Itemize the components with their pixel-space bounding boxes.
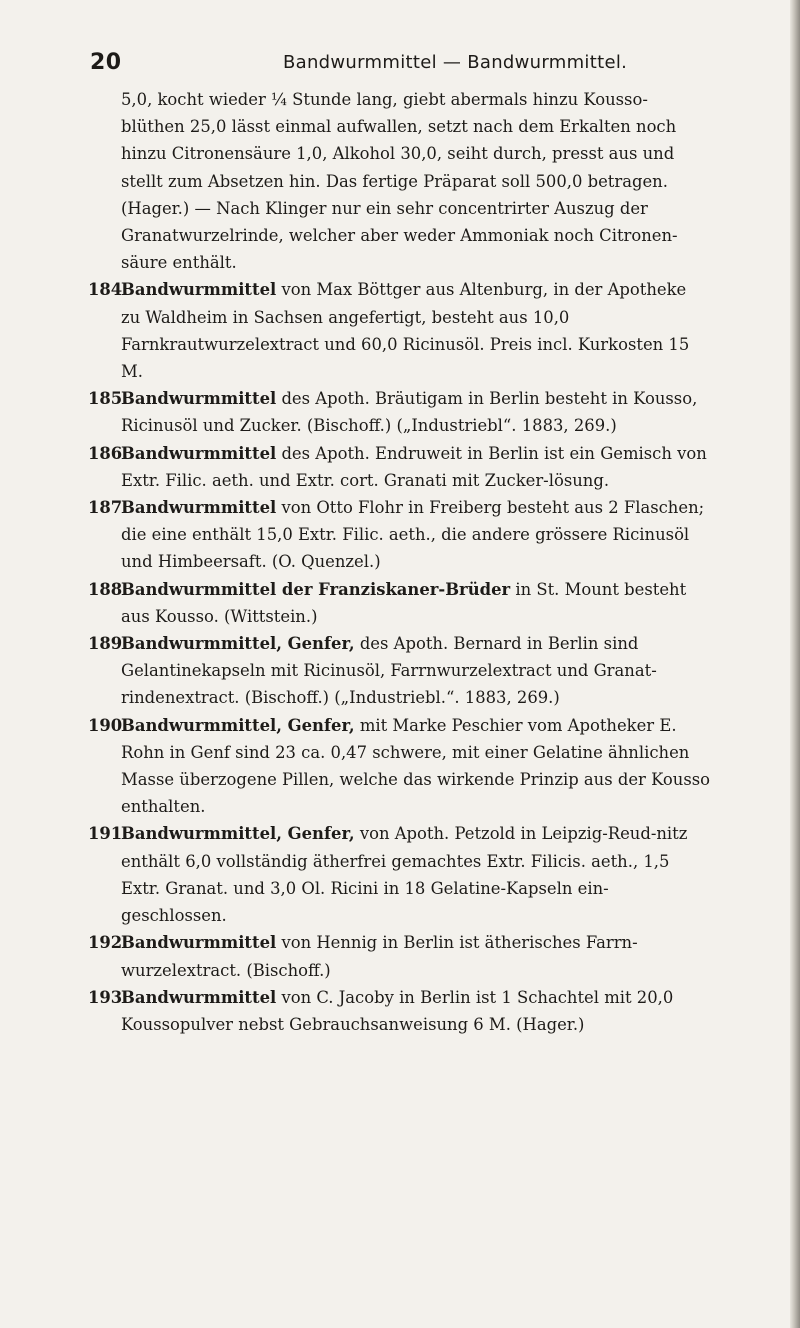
entry-193 [88,984,710,1038]
entry-number: 188. [88,579,128,599]
entry-189 [88,630,710,712]
entry-text: von Max Böttger aus Altenburg, in der Apotheke zu Waldheim in Sachsen angefertigt, besteht aus 10,0 Farnkrautwurzelextract und 60,0 Ricinusöl. Preis incl. Kurkosten 15 M. [121,280,690,382]
entry-text: von C. Jacoby in Berlin ist 1 Schachtel mit 20,0 Koussopulver nebst Gebrauchsanweisung 6 M. (Hager.) [121,987,674,1034]
running-head: Bandwurmmittel — Bandwurmmittel. [283,52,628,73]
entry-number: 184. [88,280,128,300]
entry-text: in St. Mount besteht aus Kousso. (Wittstein.) [121,579,687,626]
entry-title: Bandwurmmittel [121,389,277,409]
entry-text: mit Marke Peschier vom Apotheker E. Rohn in Genf sind 23 ca. 0,47 schwere, mit einer Gelatine ähnlichen Masse überzogene Pillen, welche das wirkende Prinzip aus der Kousso enthalten. [121,715,711,817]
entry-title: Bandwurmmittel [121,933,277,953]
entry-184 [88,276,710,385]
entry-text: von Hennig in Berlin ist ätherisches Farrn-wurzelextract. (Bischoff.) [121,933,638,980]
entry-text: von Otto Flohr in Freiberg besteht aus 2 Flaschen; die eine enthält 15,0 Extr. Filic. aeth., die andere grössere Ricinusöl und Himbeersaft. (O. Quenzel.) [121,498,705,572]
entry-number: 190. [88,715,128,735]
entry-number: 191. [88,824,128,844]
entry-text: des Apoth. Endruweit in Berlin ist ein Gemisch von Extr. Filic. aeth. und Extr. cort. Granati mit Zucker-lösung. [121,443,707,490]
intro-paragraph: 5,0, kocht wieder ¼ Stunde lang, giebt abermals hinzu Kousso-blüthen 25,0 lässt einmal aufwallen, setzt nach dem Erkalten noch hinzu Citronensäure 1,0, Alkohol 30,0, seiht durch, presst aus und stellt zum Absetzen hin. Das fertige Präparat soll 500,0 betragen. (Hager.) — Nach Klinger nur ein sehr concentrirter Auszug der Granatwurzelrinde, welcher aber weder Ammoniak noch Citronen-säure enthält. [121,90,678,273]
entry-title: Bandwurmmittel der Franziskaner-Brüder [121,579,511,599]
page-edge-shadow [790,0,800,1328]
entry-187 [88,494,710,576]
entry-number: 186. [88,443,128,463]
entry-title: Bandwurmmittel, Genfer, [121,634,355,654]
entry-title: Bandwurmmittel [121,498,277,518]
entry-190 [88,712,710,821]
entry-text: von Apoth. Petzold in Leipzig-Reud-nitz enthält 6,0 vollständig ätherfrei gemachtes Extr. Filicis. aeth., 1,5 Extr. Granat. und 3,0 Ol. Ricini in 18 Gelatine-Kapseln ein-geschlossen. [121,824,688,926]
entry-number: 193. [88,987,128,1007]
entry-title: Bandwurmmittel, Genfer, [121,715,355,735]
entry-title: Bandwurmmittel [121,280,277,300]
entry-title: Bandwurmmittel [121,987,277,1007]
entry-191 [88,820,710,929]
page-header [90,50,750,80]
entry-number: 185. [88,389,128,409]
page-number: 20 [90,50,122,75]
page-body [88,86,710,1038]
entry-title: Bandwurmmittel [121,443,277,463]
entry-title: Bandwurmmittel, Genfer, [121,824,355,844]
entry-number: 189. [88,634,128,654]
entry-185 [88,385,710,439]
entry-188 [88,576,710,630]
entry-186 [88,440,710,494]
entry-192 [88,929,710,983]
entry-number: 187. [88,498,128,518]
entry-text: des Apoth. Bernard in Berlin sind Gelantinekapseln mit Ricinusöl, Farrnwurzelextract und Granat-rindenextract. (Bischoff.) („Industriebl.“. 1883, 269.) [121,634,657,708]
entry-number: 192. [88,933,128,953]
entry-text: des Apoth. Bräutigam in Berlin besteht in Kousso, Ricinusöl und Zucker. (Bischoff.) („Industriebl“. 1883, 269.) [121,389,698,436]
